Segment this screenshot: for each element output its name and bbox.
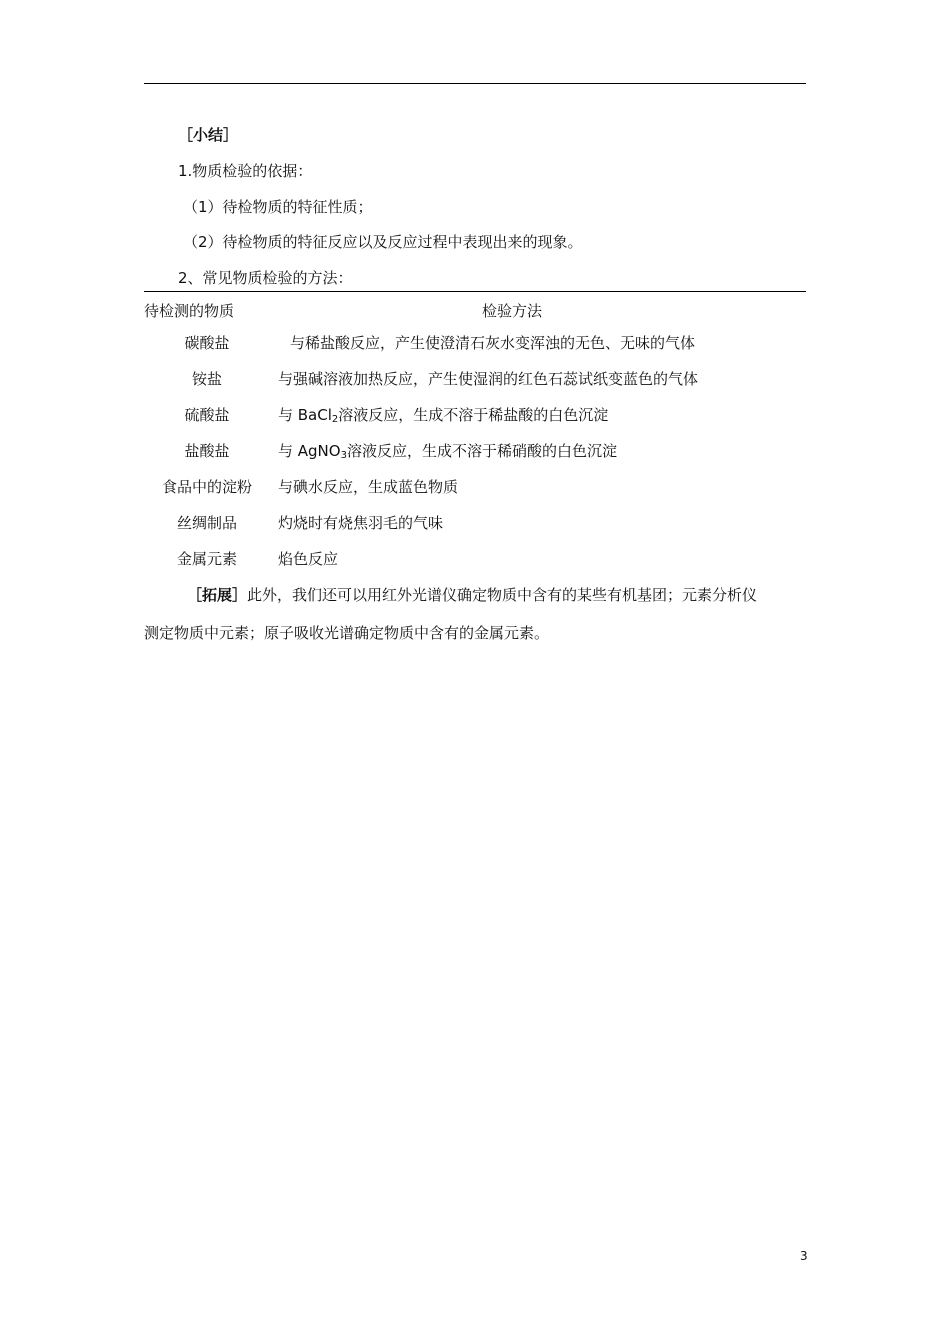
extension-label: ［拓展］ [187,586,248,604]
extension-line-1 [187,584,757,605]
row-method: 灼烧时有烧焦羽毛的气味 [278,514,444,532]
page-number: 3 [800,1249,808,1263]
row-substance: 盐酸盐 [184,442,230,460]
row-method: 与稀盐酸反应，产生使澄清石灰水变浑浊的无色、无味的气体 [290,334,696,352]
summary-line-3: （2）待检物质的特征反应以及反应过程中表现出来的现象。 [183,233,583,251]
method-prefix: 与 AgNO [278,442,341,460]
row-method: 焰色反应 [278,550,339,568]
method-subscript: 3 [340,450,347,461]
table-row [144,332,806,356]
summary-line-1: 1.物质检验的依据： [178,162,313,180]
method-suffix: 溶液反应，生成不溶于稀硝酸的白色沉淀 [346,442,617,460]
method-suffix: 溶液反应，生成不溶于稀盐酸的白色沉淀 [338,406,609,424]
summary-line-4: 2、常见物质检验的方法： [178,269,353,287]
row-method: 与碘水反应，生成蓝色物质 [278,478,459,496]
table-top-rule [144,291,806,292]
table-header-substance: 待检测的物质 [144,302,235,320]
row-method [278,404,608,425]
row-substance: 铵盐 [191,370,222,388]
extension-line-2: 测定物质中元素；原子吸收光谱确定物质中含有的金属元素。 [144,624,550,642]
table-row [144,404,806,428]
row-substance: 碳酸盐 [184,334,230,352]
table-row [144,512,806,536]
table-row [144,368,806,392]
table-header-method: 检验方法 [482,302,543,320]
row-substance: 金属元素 [176,550,237,568]
extension-text-1: 此外，我们还可以用红外光谱仪确定物质中含有的某些有机基团；元素分析仪 [247,586,758,604]
row-substance: 硫酸盐 [184,406,230,424]
method-subscript: 2 [331,414,339,425]
header-rule [144,83,806,84]
table-row [144,476,806,500]
row-method: 与强碱溶液加热反应，产生使湿润的红色石蕊试纸变蓝色的气体 [278,370,699,388]
row-method [278,440,617,461]
table-row [144,548,806,572]
summary-title: ［小结］ [178,126,239,144]
method-prefix: 与 BaCl [278,406,332,424]
table-row [144,440,806,464]
row-substance: 丝绸制品 [176,514,237,532]
row-substance: 食品中的淀粉 [161,478,252,496]
summary-line-2: （1）待检物质的特征性质； [183,198,373,216]
